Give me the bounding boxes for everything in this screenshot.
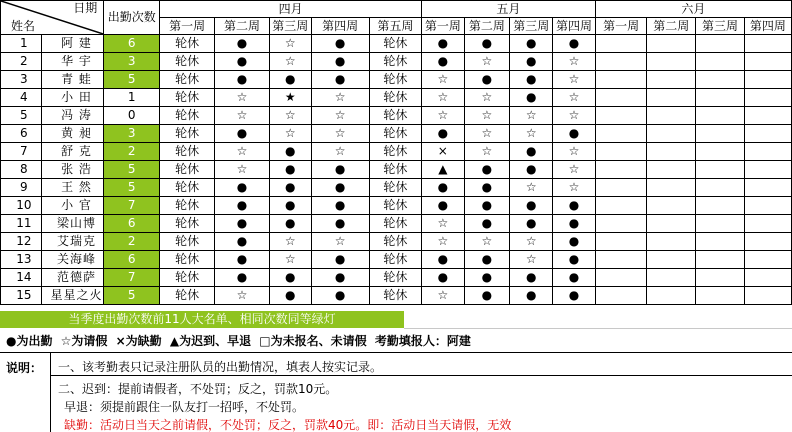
row-number: 1 <box>1 35 42 53</box>
row-number: 3 <box>1 71 42 89</box>
attendance-cell: 轮休 <box>369 179 422 197</box>
attendance-cell: 轮休 <box>369 35 422 53</box>
attendance-count: 5 <box>104 179 160 197</box>
member-name: 黄 昶 <box>41 125 104 143</box>
member-name: 张 浩 <box>41 161 104 179</box>
attendance-cell: 轮休 <box>160 71 215 89</box>
member-name: 关海峰 <box>41 251 104 269</box>
attendance-cell: ● <box>269 197 311 215</box>
empty-cell <box>696 35 745 53</box>
week-header: 第三周 <box>510 18 553 35</box>
attendance-cell: 轮休 <box>160 197 215 215</box>
week-header: 第四周 <box>744 18 791 35</box>
table-row <box>1 233 792 251</box>
attendance-cell: ☆ <box>215 143 270 161</box>
empty-cell <box>744 251 791 269</box>
row-number: 12 <box>1 233 42 251</box>
attendance-cell: ● <box>553 233 595 251</box>
attendance-cell: ● <box>464 215 510 233</box>
attendance-cell: ● <box>510 35 553 53</box>
attendance-cell: 轮休 <box>160 179 215 197</box>
member-name: 青 蛙 <box>41 71 104 89</box>
attendance-cell: ● <box>464 179 510 197</box>
table-row <box>1 71 792 89</box>
attendance-cell: 轮休 <box>160 107 215 125</box>
attendance-cell: 轮休 <box>369 125 422 143</box>
attendance-cell: ● <box>422 35 464 53</box>
empty-cell <box>744 35 791 53</box>
attendance-cell: ● <box>269 287 311 305</box>
attendance-cell: 轮休 <box>160 215 215 233</box>
attendance-cell: ● <box>553 215 595 233</box>
attendance-cell: ● <box>215 125 270 143</box>
empty-cell <box>696 251 745 269</box>
week-header: 第四周 <box>553 18 595 35</box>
table-row <box>1 161 792 179</box>
attendance-cell: ● <box>269 179 311 197</box>
empty-cell <box>595 161 647 179</box>
empty-cell <box>595 233 647 251</box>
attendance-cell: ● <box>311 269 369 287</box>
member-name: 范德萨 <box>41 269 104 287</box>
attendance-cell: ☆ <box>464 107 510 125</box>
note-line-1: 一、该考勤表只记录注册队员的出勤情况，填表人按实记录。 <box>58 360 383 374</box>
attendance-cell: ☆ <box>553 53 595 71</box>
empty-cell <box>595 287 647 305</box>
empty-cell <box>696 179 745 197</box>
attendance-cell: ● <box>553 125 595 143</box>
attendance-cell: 轮休 <box>369 287 422 305</box>
empty-cell <box>647 71 696 89</box>
attendance-cell: ☆ <box>422 89 464 107</box>
attendance-cell: ● <box>553 287 595 305</box>
attendance-cell: ● <box>215 35 270 53</box>
attendance-cell: ● <box>215 71 270 89</box>
empty-cell <box>647 179 696 197</box>
note-line-4: 缺勤：活动日当天之前请假，不处罚；反之，罚款40元。即：活动日当天请假，无效 <box>64 418 512 432</box>
attendance-cell: ☆ <box>269 125 311 143</box>
attendance-cell: ● <box>269 161 311 179</box>
attendance-cell: ● <box>215 269 270 287</box>
attendance-count: 7 <box>104 269 160 287</box>
attendance-cell: ☆ <box>269 35 311 53</box>
attendance-cell: ● <box>553 197 595 215</box>
attendance-cell: ● <box>464 71 510 89</box>
attendance-cell: ☆ <box>422 215 464 233</box>
row-number: 13 <box>1 251 42 269</box>
attendance-cell: 轮休 <box>160 89 215 107</box>
attendance-cell: ● <box>215 251 270 269</box>
month-june: 六月 <box>595 1 791 18</box>
attendance-count: 6 <box>104 215 160 233</box>
attendance-cell: ● <box>269 269 311 287</box>
empty-cell <box>744 143 791 161</box>
attendance-cell: 轮休 <box>369 215 422 233</box>
legend-unregistered: □为未报名、未请假 <box>259 334 367 348</box>
attendance-cell: ☆ <box>464 233 510 251</box>
empty-cell <box>744 161 791 179</box>
attendance-cell: ☆ <box>553 161 595 179</box>
attendance-cell: 轮休 <box>369 233 422 251</box>
empty-cell <box>595 35 647 53</box>
week-header: 第五周 <box>369 18 422 35</box>
attendance-cell: ☆ <box>269 53 311 71</box>
empty-cell <box>595 143 647 161</box>
attendance-cell: 轮休 <box>160 269 215 287</box>
attendance-cell: ☆ <box>510 125 553 143</box>
table-row <box>1 287 792 305</box>
row-number: 11 <box>1 215 42 233</box>
attendance-cell: ☆ <box>215 89 270 107</box>
week-header: 第三周 <box>269 18 311 35</box>
empty-cell <box>647 89 696 107</box>
attendance-cell: ● <box>510 197 553 215</box>
legend <box>6 332 475 349</box>
empty-cell <box>744 287 791 305</box>
attendance-cell: ☆ <box>553 179 595 197</box>
attendance-count-header: 出勤次数 <box>104 1 160 35</box>
legend-present: ●为出勤 <box>6 334 53 348</box>
row-number: 8 <box>1 161 42 179</box>
attendance-cell: ☆ <box>311 233 369 251</box>
empty-cell <box>744 71 791 89</box>
attendance-cell: ● <box>510 143 553 161</box>
attendance-cell: ● <box>510 89 553 107</box>
attendance-cell: 轮休 <box>160 251 215 269</box>
attendance-cell: ● <box>215 215 270 233</box>
attendance-cell: ● <box>215 233 270 251</box>
legend-absent: ×为缺勤 <box>115 334 162 348</box>
attendance-cell: ☆ <box>311 107 369 125</box>
empty-cell <box>696 197 745 215</box>
attendance-cell: ☆ <box>422 107 464 125</box>
week-header: 第二周 <box>647 18 696 35</box>
row-number: 7 <box>1 143 42 161</box>
attendance-count: 3 <box>104 53 160 71</box>
attendance-cell: ☆ <box>215 107 270 125</box>
attendance-cell: ● <box>464 161 510 179</box>
attendance-cell: ☆ <box>464 143 510 161</box>
attendance-cell: ● <box>311 287 369 305</box>
table-row <box>1 89 792 107</box>
empty-cell <box>647 269 696 287</box>
member-name: 舒 克 <box>41 143 104 161</box>
table-row <box>1 125 792 143</box>
attendance-cell: ● <box>422 269 464 287</box>
empty-cell <box>696 125 745 143</box>
week-header: 第二周 <box>464 18 510 35</box>
attendance-cell: ☆ <box>510 179 553 197</box>
attendance-cell: ☆ <box>464 125 510 143</box>
attendance-cell: 轮休 <box>369 161 422 179</box>
empty-cell <box>647 161 696 179</box>
empty-cell <box>595 89 647 107</box>
empty-cell <box>696 269 745 287</box>
empty-cell <box>744 89 791 107</box>
empty-cell <box>647 215 696 233</box>
table-row <box>1 251 792 269</box>
member-name: 小 官 <box>41 197 104 215</box>
attendance-cell: ☆ <box>311 143 369 161</box>
attendance-cell: ● <box>464 287 510 305</box>
attendance-cell: ● <box>553 251 595 269</box>
attendance-cell: ● <box>464 197 510 215</box>
attendance-cell: ☆ <box>215 287 270 305</box>
empty-cell <box>744 107 791 125</box>
week-header: 第二周 <box>215 18 270 35</box>
attendance-count: 5 <box>104 161 160 179</box>
attendance-cell: ☆ <box>215 161 270 179</box>
attendance-count: 3 <box>104 125 160 143</box>
attendance-cell: ● <box>510 71 553 89</box>
attendance-count: 1 <box>104 89 160 107</box>
attendance-cell: ☆ <box>269 107 311 125</box>
attendance-cell: 轮休 <box>160 287 215 305</box>
member-name: 艾瑞克 <box>41 233 104 251</box>
empty-cell <box>744 125 791 143</box>
attendance-cell: ☆ <box>464 53 510 71</box>
attendance-cell: ☆ <box>553 71 595 89</box>
empty-cell <box>744 215 791 233</box>
legend-recorder: 考勤填报人：阿建 <box>374 334 471 348</box>
attendance-count: 2 <box>104 233 160 251</box>
member-name: 小 田 <box>41 89 104 107</box>
attendance-count: 7 <box>104 197 160 215</box>
empty-cell <box>696 161 745 179</box>
attendance-cell: ● <box>215 179 270 197</box>
empty-cell <box>696 287 745 305</box>
week-header: 第一周 <box>422 18 464 35</box>
table-row <box>1 215 792 233</box>
notes-label: 说明： <box>6 361 43 375</box>
attendance-cell: ☆ <box>464 89 510 107</box>
attendance-cell: ★ <box>269 89 311 107</box>
empty-cell <box>744 197 791 215</box>
attendance-count: 5 <box>104 71 160 89</box>
empty-cell <box>696 71 745 89</box>
table-row <box>1 197 792 215</box>
attendance-cell: ● <box>422 179 464 197</box>
notes-section <box>0 352 792 432</box>
attendance-count: 0 <box>104 107 160 125</box>
note-line-2: 二、迟到：提前请假者，不处罚；反之，罚款10元。 <box>58 382 338 396</box>
attendance-cell: 轮休 <box>369 269 422 287</box>
week-header: 第三周 <box>696 18 745 35</box>
attendance-cell: ▲ <box>422 161 464 179</box>
attendance-cell: 轮休 <box>160 233 215 251</box>
attendance-cell: ● <box>510 161 553 179</box>
empty-cell <box>647 107 696 125</box>
attendance-cell: ● <box>422 197 464 215</box>
attendance-cell: ● <box>464 35 510 53</box>
attendance-cell: 轮休 <box>160 125 215 143</box>
row-number: 5 <box>1 107 42 125</box>
attendance-cell: ● <box>422 125 464 143</box>
empty-cell <box>595 53 647 71</box>
empty-cell <box>744 233 791 251</box>
attendance-cell: 轮休 <box>369 143 422 161</box>
attendance-count: 6 <box>104 35 160 53</box>
attendance-cell: ☆ <box>311 125 369 143</box>
row-number: 4 <box>1 89 42 107</box>
attendance-cell: 轮休 <box>369 107 422 125</box>
attendance-cell: ☆ <box>510 233 553 251</box>
attendance-cell: ☆ <box>553 107 595 125</box>
table-row <box>1 107 792 125</box>
empty-cell <box>744 269 791 287</box>
attendance-cell: 轮休 <box>369 71 422 89</box>
empty-cell <box>647 233 696 251</box>
attendance-cell: ● <box>311 179 369 197</box>
attendance-cell: ● <box>553 35 595 53</box>
member-name: 王 然 <box>41 179 104 197</box>
attendance-cell: 轮休 <box>369 53 422 71</box>
attendance-cell: ● <box>510 53 553 71</box>
attendance-cell: ● <box>311 197 369 215</box>
attendance-cell: ● <box>215 53 270 71</box>
member-name: 阿 建 <box>41 35 104 53</box>
attendance-cell: ☆ <box>269 251 311 269</box>
attendance-cell: ● <box>464 269 510 287</box>
empty-cell <box>696 53 745 71</box>
attendance-cell: ☆ <box>422 287 464 305</box>
empty-cell <box>696 107 745 125</box>
attendance-cell: ● <box>422 251 464 269</box>
attendance-cell: ☆ <box>269 233 311 251</box>
empty-cell <box>696 233 745 251</box>
week-header: 第一周 <box>160 18 215 35</box>
week-header: 第一周 <box>595 18 647 35</box>
attendance-count: 6 <box>104 251 160 269</box>
empty-cell <box>647 251 696 269</box>
empty-cell <box>696 215 745 233</box>
attendance-cell: ● <box>510 269 553 287</box>
attendance-count: 2 <box>104 143 160 161</box>
row-number: 14 <box>1 269 42 287</box>
attendance-cell: ● <box>269 215 311 233</box>
date-label: 日期 <box>73 1 98 15</box>
notes-divider <box>50 353 51 432</box>
row-number: 2 <box>1 53 42 71</box>
row-number: 9 <box>1 179 42 197</box>
empty-cell <box>696 89 745 107</box>
table-row <box>1 143 792 161</box>
attendance-cell: ☆ <box>311 89 369 107</box>
empty-cell <box>647 125 696 143</box>
attendance-cell: ● <box>311 35 369 53</box>
month-may: 五月 <box>422 1 596 18</box>
empty-cell <box>744 53 791 71</box>
attendance-cell: ☆ <box>553 143 595 161</box>
member-name: 华 宇 <box>41 53 104 71</box>
empty-cell <box>595 269 647 287</box>
empty-cell <box>647 287 696 305</box>
empty-cell <box>647 53 696 71</box>
empty-cell <box>595 215 647 233</box>
attendance-cell: × <box>422 143 464 161</box>
table-row <box>1 179 792 197</box>
attendance-cell: ☆ <box>510 251 553 269</box>
member-name: 冯 涛 <box>41 107 104 125</box>
banner-filler <box>404 311 792 329</box>
attendance-cell: ● <box>422 53 464 71</box>
empty-cell <box>595 179 647 197</box>
header-corner-cell <box>1 1 104 35</box>
table-row <box>1 269 792 287</box>
attendance-cell: ☆ <box>510 107 553 125</box>
attendance-cell: ● <box>311 161 369 179</box>
attendance-cell: ● <box>510 215 553 233</box>
attendance-cell: ● <box>311 71 369 89</box>
attendance-cell: ● <box>510 287 553 305</box>
month-april: 四月 <box>160 1 422 18</box>
empty-cell <box>595 251 647 269</box>
notes-divider <box>50 375 792 376</box>
name-label: 姓名 <box>11 19 36 33</box>
row-number: 6 <box>1 125 42 143</box>
attendance-cell: 轮休 <box>369 89 422 107</box>
member-name: 星星之火 <box>41 287 104 305</box>
attendance-cell: ● <box>311 251 369 269</box>
legend-leave: ☆为请假 <box>60 334 108 348</box>
empty-cell <box>647 35 696 53</box>
attendance-cell: 轮休 <box>369 251 422 269</box>
attendance-cell: 轮休 <box>160 161 215 179</box>
attendance-cell: ☆ <box>422 233 464 251</box>
empty-cell <box>595 71 647 89</box>
empty-cell <box>595 125 647 143</box>
attendance-cell: ● <box>311 215 369 233</box>
note-line-3: 早退：须提前跟住一队友打一招呼，不处罚。 <box>64 400 305 414</box>
legend-late: ▲为迟到、早退 <box>169 334 252 348</box>
attendance-cell: 轮休 <box>160 143 215 161</box>
attendance-cell: ● <box>215 197 270 215</box>
empty-cell <box>647 197 696 215</box>
attendance-cell: ● <box>553 269 595 287</box>
table-row <box>1 35 792 53</box>
attendance-cell: ● <box>311 53 369 71</box>
row-number: 10 <box>1 197 42 215</box>
empty-cell <box>595 107 647 125</box>
attendance-cell: ● <box>464 251 510 269</box>
empty-cell <box>696 143 745 161</box>
empty-cell <box>647 143 696 161</box>
member-name: 梁山博 <box>41 215 104 233</box>
attendance-cell: 轮休 <box>369 197 422 215</box>
attendance-cell: ☆ <box>553 89 595 107</box>
attendance-count: 5 <box>104 287 160 305</box>
empty-cell <box>595 197 647 215</box>
week-header: 第四周 <box>311 18 369 35</box>
table-row <box>1 53 792 71</box>
attendance-cell: 轮休 <box>160 35 215 53</box>
attendance-cell: ● <box>269 71 311 89</box>
row-number: 15 <box>1 287 42 305</box>
attendance-cell: ● <box>269 143 311 161</box>
attendance-cell: ☆ <box>422 71 464 89</box>
top-attendance-banner: 当季度出勤次数前11人大名单、相同次数同等绿灯 <box>0 311 404 328</box>
attendance-cell: 轮休 <box>160 53 215 71</box>
empty-cell <box>744 179 791 197</box>
